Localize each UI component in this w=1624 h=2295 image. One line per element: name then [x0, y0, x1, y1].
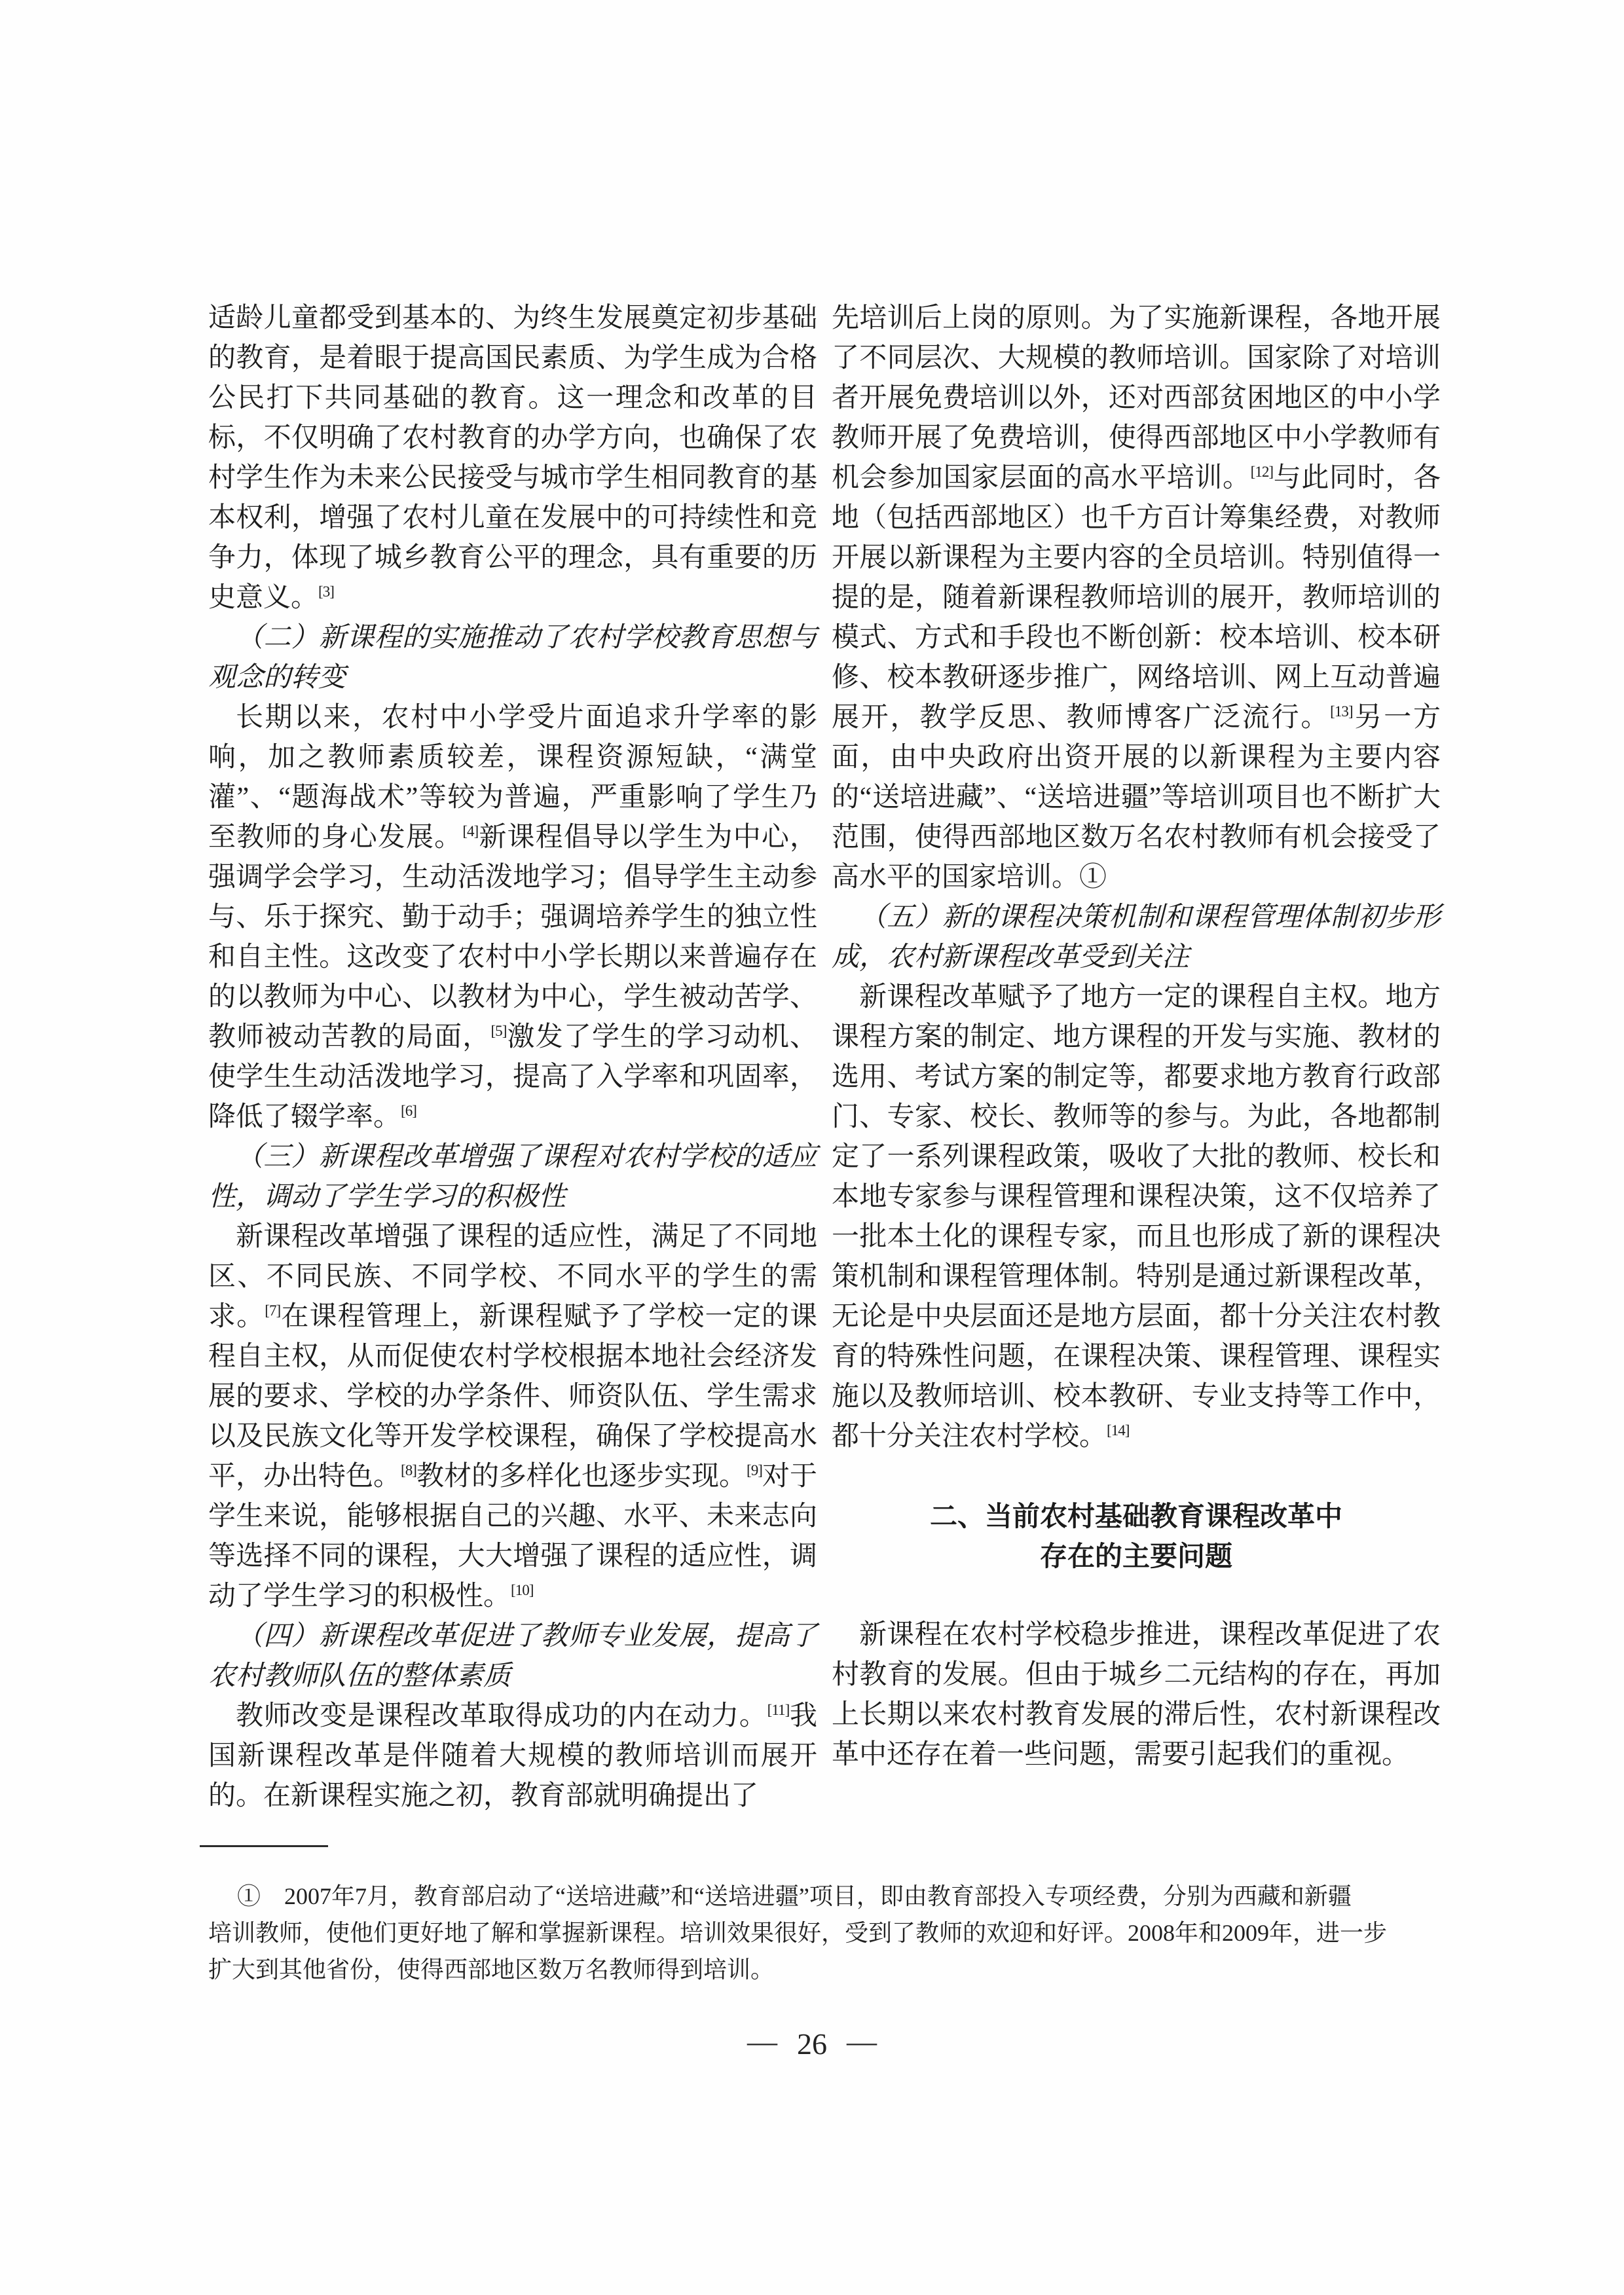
paragraph: 新课程改革增强了课程的适应性，满足了不同地区、不同民族、不同学校、不同水平的学生的需求。[7]在课程管理上，新课程赋予了学校一定的课程自主权，从而促使农村学校根据本地社会经济发展的要求、学校的办学条件、师资队伍、学生需求以及民族文化等开发学校课程，确保了学校提高水平，办出特色。[8]教材的多样化也逐步实现。[9]对于学生来说，能够根据自己的兴趣、水平、未来志向等选择不同的课程，大大增强了课程的适应性，调动了学生学习的积极性。[10] [208, 1222, 817, 1611]
footnote [208, 1878, 1452, 1988]
paragraph: 新课程在农村学校稳步推进，课程改革促进了农村教育的发展。但由于城乡二元结构的存在，再加上长期以来农村教育发展的滞后性，农村新课程改革中还存在着一些问题，需要引起我们的重视。 [832, 1620, 1441, 1770]
section-heading [832, 1496, 1441, 1576]
footnote-line: 培训教师，使他们更好地了解和掌握新课程。培训效果很好，受到了教师的欢迎和好评。2008年和2009年，进一步 [208, 1920, 1388, 1946]
paragraph: 新课程改革赋予了地方一定的课程自主权。地方课程方案的制定、地方课程的开发与实施、教材的选用、考试方案的制定等，都要求地方教育行政部门、专家、校长、教师等的参与。为此，各地都制定了一系列课程政策，吸收了大批的教师、校长和本地专家参与课程管理和课程决策，这不仅培养了一批本土化的课程专家，而且也形成了新的课程决策机制和课程管理体制。特别是通过新课程改革，无论是中央层面还是地方层面，都十分关注农村教育的特殊性问题，在课程决策、课程管理、课程实施以及教师培训、校本教研、专业支持等工作中，都十分关注农村学校。[14] [832, 982, 1441, 1452]
paragraph: 教师改变是课程改革取得成功的内在动力。[11]我国新课程改革是伴随着大规模的教师培训而展开的。在新课程实施之初，教育部就明确提出了 [208, 1701, 817, 1811]
footnote-line: 扩大到其他省份，使得西部地区数万名教师得到培训。 [208, 1956, 775, 1983]
subsection-heading: （三）新课程改革增强了课程对农村学校的适应性，调动了学生学习的积极性 [208, 1142, 817, 1212]
page-footer [0, 2025, 1624, 2061]
footnote-separator [200, 1845, 328, 1847]
section-heading-line-2: 存在的主要问题 [1039, 1541, 1232, 1571]
page-number-dash-left: — [747, 2025, 777, 2058]
paragraph: 适龄儿童都受到基本的、为终生发展奠定初步基础的教育，是着眼于提高国民素质、为学生成为合格公民打下共同基础的教育。这一理念和改革的目标，不仅明确了农村教育的办学方向，也确保了农村学生作为未来公民接受与城市学生相同教育的基本权利，增强了农村儿童在发展中的可持续性和竞争力，体现了城乡教育公平的理念，具有重要的历史意义。[3] [208, 303, 817, 613]
page-number-dash-right: — [847, 2025, 877, 2058]
page-number: 26 [797, 2027, 827, 2061]
left-column [208, 299, 817, 1816]
right-column [832, 299, 1441, 1775]
subsection-heading: （四）新课程改革促进了教师专业发展，提高了农村教师队伍的整体素质 [208, 1621, 817, 1691]
section-heading-line-1: 二、当前农村基础教育课程改革中 [929, 1501, 1342, 1532]
subsection-heading: （五）新的课程决策机制和课程管理体制初步形成，农村新课程改革受到关注 [832, 902, 1441, 972]
subsection-heading: （二）新课程的实施推动了农村学校教育思想与观念的转变 [208, 623, 817, 693]
paragraph: 长期以来，农村中小学受片面追求升学率的影响，加之教师素质较差，课程资源短缺，“满堂灌”、“题海战术”等较为普遍，严重影响了学生乃至教师的身心发展。[4]新课程倡导以学生为中心，强调学会学习，生动活泼地学习；倡导学生主动参与、乐于探究、勤于动手；强调培养学生的独立性和自主性。这改变了农村中小学长期以来普遍存在的以教师为中心、以教材为中心，学生被动苦学、教师被动苦教的局面，[5]激发了学生的学习动机、使学生生动活泼地学习，提高了入学率和巩固率，降低了辍学率。[6] [208, 703, 817, 1132]
paragraph: 先培训后上岗的原则。为了实施新课程，各地开展了不同层次、大规模的教师培训。国家除了对培训者开展免费培训以外，还对西部贫困地区的中小学教师开展了免费培训，使得西部地区中小学教师有机会参加国家层面的高水平培训。[12]与此同时，各地（包括西部地区）也千方百计筹集经费，对教师开展以新课程为主要内容的全员培训。特别值得一提的是，随着新课程教师培训的展开，教师培训的模式、方式和手段也不断创新：校本培训、校本研修、校本教研逐步推广，网络培训、网上互动普遍展开，教学反思、教师博客广泛流行。[13]另一方面，由中央政府出资开展的以新课程为主要内容的“送培进藏”、“送培进疆”等培训项目也不断扩大范围，使得西部地区数万名农村教师有机会接受了高水平的国家培训。① [832, 303, 1441, 892]
footnote-line: ① 2007年7月，教育部启动了“送培进藏”和“送培进疆”项目，即由教育部投入专项经费，分别为西藏和新疆 [237, 1883, 1352, 1909]
